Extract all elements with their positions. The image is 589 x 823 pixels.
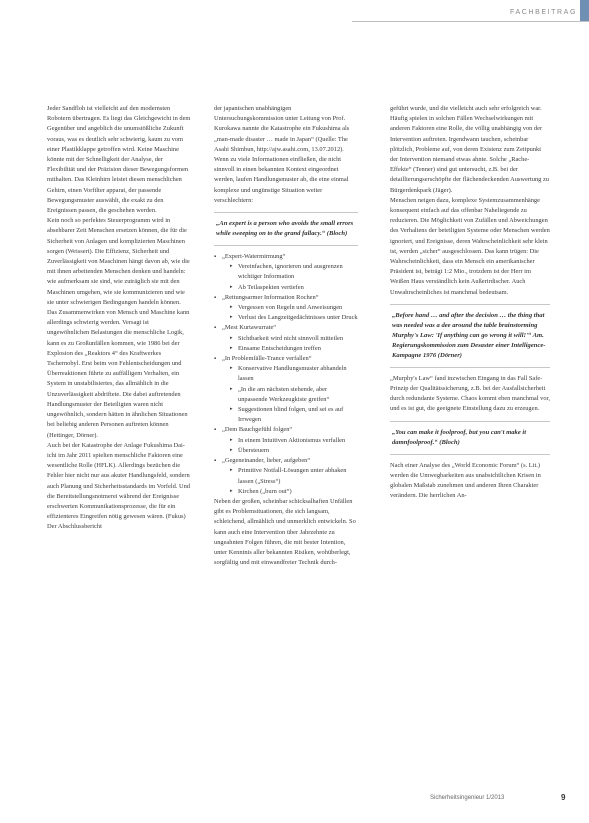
sub-item: ▸ Verlust des Langzeitgedächtnisses unter Druck	[222, 313, 358, 323]
list-item	[214, 354, 358, 425]
column-3	[390, 104, 550, 501]
sub-item: ▸ Kirchen („burn out“)	[222, 487, 358, 497]
list-item-label: „Expert-Watermirmung“	[222, 253, 286, 261]
column-1	[47, 104, 191, 533]
sub-item: ▸ Primitive Notfall-Lösungen unter abhaken lassen („Stress“)	[222, 466, 358, 486]
sub-item: ▸ Suggestionen blind folgen, und sei es auf Irrwegen	[222, 405, 358, 425]
pull-quote: „Before hand … and after the decision … the thing that was needed was a dee around the table brainstorming Murphy's Law: 'If anything can go wrong it will!'“ Am. Regierungskommission zum Desaster einer Intelligence-Kampagne 1976 (Dörner)	[390, 304, 550, 368]
list-item	[214, 456, 358, 497]
sub-item: ▸ Vereinfachen, ignorieren und ausgrenzen wichtiger Information	[222, 262, 358, 282]
list-item-label: „Rettungsarmer Information Rochen“	[222, 293, 319, 301]
paragraph: geführt wurde, und die vielleicht auch sehr erfolgreich war. Häufig spielen in solchen Fällen Wechselwirkungen mit anderen Faktoren eine Rolle, die völlig unabhängig von der Intervention auftreten. Irgendwann tauchen, scheinbar plötzlich, Probleme auf, von deren Existenz zum Zeitpunkt der Intervention niemand etwas ahnte. Solche „Rache-Effekte“ (Tenner) sind gut untersucht, z.B. bei der detaillierungserschöpfte der flächendeckenden Auswertung zu Bürgerdenkpark (Jäger).	[390, 105, 549, 194]
pull-quote: „You can make it foolproof, but you can't make it damnfoolproof.“ (Bloch)	[390, 421, 550, 455]
paragraph: Wenn zu viele Informationen einfließen, die nicht sinnvoll in einen bekannten Kontext eingeordnet werden, laufen Handlungsmuster ab, die eine einmal komplexe und ungünstige Situation weiter verschlechtern:	[214, 156, 349, 204]
list-item	[214, 293, 358, 324]
sub-item: ▸ In einem Intuitiven Aktionismus verfallen	[222, 436, 358, 446]
list-item-label: „Dem Bauchgefühl folgen“	[222, 426, 293, 434]
paragraph: der japanischen unabhängigen Untersuchungskommission unter Leitung von Prof. Kurokawa nannte die Katastrophe ein Fukushima als „man-made disaster … made in Japan“ (Quelle: The Asahi Shimbun, http://ajw.asahi.com, 13.07.2012).	[214, 105, 350, 153]
list-item	[214, 252, 358, 293]
paragraph: Jeder Sandfloh ist vielleicht auf den modernsten Robotern übertragen. Es liegt das Gleichgewicht in dem Gegenüber und angeblich die unumstößliche Zukunft voraus, was es deutlich sehr schwierig, kaum zu vom einer Plastikklappe getroffen wird. Keine Maschine könnte mit der Schnelligkeit der Analyse, der Flexibilität und der Präzision dieser Bewegungsformen mithalten. Das Kleinhirn leistet diesen menschlichen Gehirn, einen Vorfilter apparat, der passende Bewegungsmuster auswählt, die exakt zu den Ereignissen passen, die geschehen werden.	[47, 105, 191, 215]
bullet-list	[214, 252, 358, 497]
section-label: FACHBEITRAG	[510, 9, 577, 16]
paragraph: Kein noch so perfektes Steuerprogramm wird in absehbarer Zeit Menschen ersetzen können, die für die Sicherheit von Anlagen und komplizierten Maschinen sorgen (Weissert). Die Effizienz, Sicherheit und Zuverlässigkeit von Maschinen hängt davon ab, wie die mit ihnen arbeitenden Menschen denken und handeln: wie aufmerksam sie sind, wie zuträglich sie mit den Maschinen umgehen, wie sie kommunizieren und wie sie unter schwierigen Bedingungen handeln können.	[47, 217, 190, 306]
paragraph: Das Zusammenwirken von Mensch und Maschine kann allerdings schwierig werden. Versagt ist ungewöhnlichen Belastungen die menschliche Logik, kann es zu Großunfällen kommen, wie 1986 bei der Explosion des „Reaktors 4“ des Kraftwerkes Tschernobyl. Erst beim von Fehlentscheidungen und Überreaktionen führte zu auffälligem Verhalten, ein System in unstabilisiertes, das allmählich in die Unzuverlässigkeit abdriftete. Die dabei auftretenden Handlungsmuster der Beteiligten waren nicht ungewöhnlich, sondern hätten in ähnlichen Situationen bei beliebig anderen Personen auftreten können (Hettinger, Dörner).	[47, 309, 190, 439]
list-item	[214, 323, 358, 354]
page-number: 9	[561, 793, 566, 802]
list-item-label: „Mest Kurtawurrate“	[222, 324, 277, 332]
list-item-label: „Gegeneinander, lieber, aufgeben“	[222, 457, 311, 465]
column-2	[214, 104, 358, 568]
header-divider	[352, 21, 589, 22]
sub-item: ▸ Einsame Entscheidungen treffen	[222, 344, 358, 354]
sub-item: ▸ Konservative Handlungsmuster abhandeln lassen	[222, 364, 358, 384]
pull-quote: „An expert is a person who avoids the small errors while sweeping on to the grand fallacy.“ (Bloch)	[214, 212, 358, 246]
paragraph: Nach einer Analyse des „World Economic Forum“ (s. Lit.) werden die Umwegbarkeiten aus unabsichtlichen Krisen in globalen Maßstab zunehmen und anderen Ihren Charakter verändern. Die herrlichen An-	[390, 461, 541, 500]
paragraph: Neben der großen, scheinbar schicksalhaften Unfällen gibt es Problemsituationen, die sich langsam, schleichend, allmählich und unmerklich entwickeln. So kann auch eine Intervention über Jahrzehnte zu ungeahnten Folgen führen, die mit bester Intention, unter Kenntnis aller bekannten Risiken, wohüberlegt, sorgfältig und mit einwandfreier Technik durch-	[214, 497, 356, 567]
paragraph: Menschen neigen dazu, komplexe Systemzusammenhänge konsequent einfach auf das offenbar Naheliegende zu reduzieren. Die Möglichkeit von Zufällen und Abweichungen des Verhaltens der beteiligten Systeme oder Menschen werden ignoriert, und Ereignisse, deren Wahrscheinlichkeit sehr klein ist, werden „sicher“ ausgeschlossen. Das kann trügen: Die Wahrscheinlichkeit, dass ein Mensch ein amerikanischer Präsident ist, beträgt 1:2 Mio., trotzdem ist der Herr im Weißen Haus verständlich kein Außerirdischer. Auch Unwahrscheinliches ist manchmal bedeutsam.	[390, 196, 550, 296]
header-accent-bar	[580, 0, 589, 22]
sub-item: ▸ Übersteuern	[222, 446, 358, 456]
sub-item: ▸ Sichtbarkeit wird nicht sinnvoll mitteilen	[222, 334, 358, 344]
paragraph: Auch bei der Katastrophe der Anlage Fukushima Dai-ichi im Jahr 2011 spielten menschliche Faktoren eine wesentliche Rolle (HFLK). Allerdings bezüchen die Fehler hier nicht nur aus akuter Handlungsfeld, sondern auch Planung und Sicherheitsstandards im Vorfeld. Und die Bereitstellungsnotmerei während der Ereignisse erschwerten Kommunikationsprozesse, die für ein effizienteres Eingreifen nötig gewesen wären. (Fukus) Der Abschlussbericht	[47, 441, 190, 531]
list-item	[214, 425, 358, 456]
sub-item: ▸ „In die am nächsten stehende, aber unpassende Werkzeugkiste greifen“	[222, 385, 358, 405]
paragraph: „Murphy's Law“ fand inzwischen Eingang in das Fall Safe-Prinzip der Qualitätssicherung, z.B. bei der Ausfallsicherheit durch redundante Systeme. Chaos kommt eben manchmal vor, und es ist gut, die geeignete Einstellung dazu zu erzeugen.	[390, 374, 551, 413]
footer-journal: Sicherheitsingenieur 1/2013	[430, 795, 505, 801]
list-item-label: „In Problemfälle-Trance verfallen“	[222, 355, 312, 363]
sub-item: ▸ Vergessen von Regeln und Anweisungen	[222, 303, 358, 313]
sub-item: ▸ Ab Teilaspekten vertiefen	[222, 283, 358, 293]
